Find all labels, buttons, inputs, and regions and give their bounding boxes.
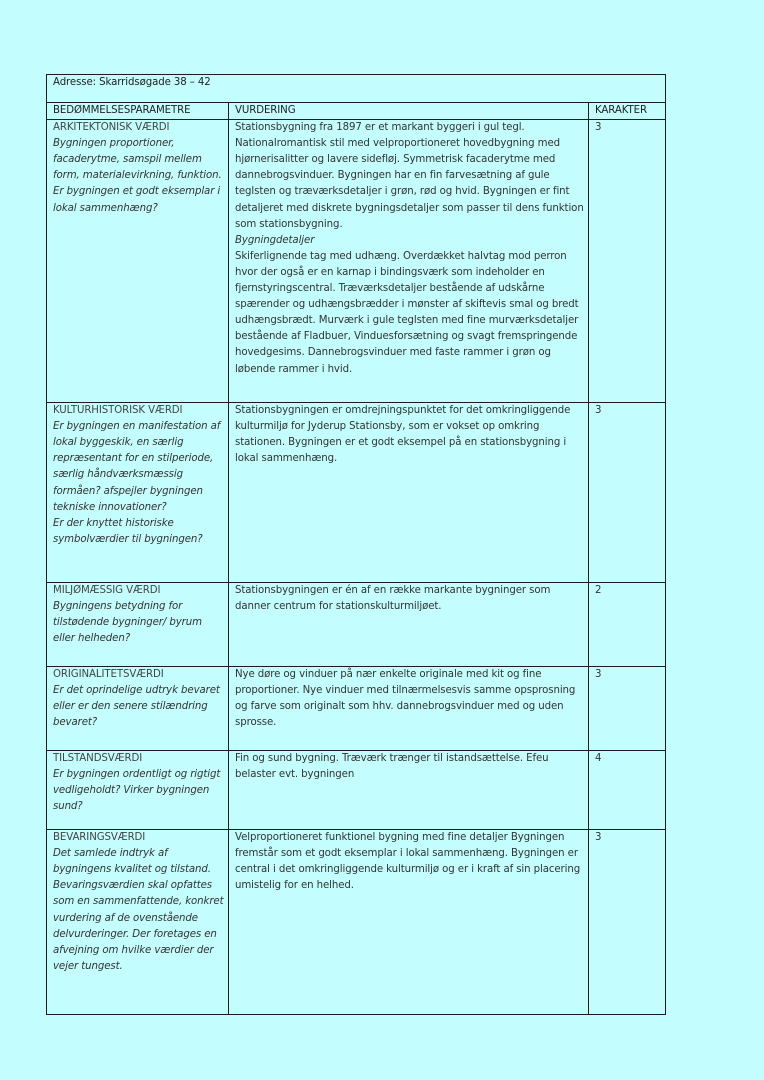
assessment-text: Fin og sund bygning. Træværk trænger til istandsættelse. Efeu belaster evt. bygningen (235, 753, 549, 781)
table-row (47, 120, 666, 403)
grade-cell: 2 (589, 583, 666, 667)
param-cell (47, 403, 229, 583)
table-row (47, 403, 666, 583)
param-cell (47, 751, 229, 830)
address-row (47, 75, 666, 103)
assessment-cell (229, 830, 589, 1015)
assessment-text: Stationsbygningen er omdrejningspunktet for det omkringliggende kulturmiljø for Jyderup Stationsby, som er vokset op omkring stationen. Bygningen er et godt eksempel på en stationsbygning i lokal sammenhæng. (235, 405, 571, 465)
param-cell (47, 120, 229, 403)
grade-cell: 3 (589, 667, 666, 751)
assessment-extra-text: Skiferlignende tag med udhæng. Overdækket halvtag mod perron hvor der også er en karnap i bindingsværk som indeholder en fjernstyringscentral. Træværksdetaljer bestående af udskårne spærender og udhængsbrædder i mønster af skiftevis smal og bredt udhængsbrædt. Murværk i gule teglsten med fine murværksdetaljer bestående af Fladbuer, Vinduesforsætning og svagt fremspringende hovedgesims. Dannebrogsvinduer med faste rammer i grøn og løbende rammer i hvid. (235, 250, 579, 375)
assessment-text: Nye døre og vinduer på nær enkelte originale med kit og fine proportioner. Nye vinduer med tilnærmelsesvis samme opsprosning og farve som originalt som hhv. dannebrogsvinduer med og uden sprosse. (235, 669, 576, 729)
header-grade: KARAKTER (589, 103, 666, 120)
header-row (47, 103, 666, 120)
table-row (47, 583, 666, 667)
assessment-text: Stationsbygning fra 1897 er et markant byggeri i gul tegl. Nationalromantisk stil med velproportioneret hovedbygning med hjørnerisalitter og lavere sidefløj. Symmetrisk facaderytme med dannebrogsvinduer. Bygningen har en fin farvesætning af gule teglsten og træværksdetaljer i grøn, rød og hvid. Bygningen er fint detaljeret med diskrete bygningsdetaljer som passer til dens funktion som stationsbygning. (235, 122, 584, 230)
param-name: ARKITEKTONISK VÆRDI (53, 122, 170, 134)
assessment-cell (229, 583, 589, 667)
param-name: BEVARINGSVÆRDI (53, 832, 146, 844)
assessment-cell (229, 751, 589, 830)
header-assessment: VURDERING (229, 103, 589, 120)
assessment-cell (229, 403, 589, 583)
param-description: Bygningens betydning for tilstødende bygninger/ byrum eller helheden? (53, 601, 202, 645)
param-description: Er bygningen en manifestation af lokal byggeskik, en særlig repræsentant for en stilperiode, særlig håndværksmæssig formåen? afspejler bygningen tekniske innovationer? Er der knyttet historiske symbolværdier til bygningen? (53, 421, 221, 545)
assessment-subheading: Bygningdetaljer (235, 234, 315, 246)
param-description: Bygningen proportioner, facaderytme, samspil mellem form, materialevirkning, funktion. Er bygningen et godt eksemplar i lokal sammenhæng? (53, 138, 222, 214)
grade-cell: 3 (589, 403, 666, 583)
address-cell: Adresse: Skarridsøgade 38 – 42 (47, 75, 666, 103)
grade-cell: 3 (589, 830, 666, 1015)
param-cell (47, 583, 229, 667)
grade-cell: 4 (589, 751, 666, 830)
assessment-text: Velproportioneret funktionel bygning med fine detaljer Bygningen fremstår som et godt eksemplar i lokal sammenhæng. Bygningen er central i det omkringliggende kulturmiljø og er i kraft af sin placering umistelig for en helhed. (235, 832, 581, 892)
param-name: TILSTANDSVÆRDI (53, 753, 143, 765)
param-cell (47, 667, 229, 751)
table-row (47, 830, 666, 1015)
table-row (47, 667, 666, 751)
table-row (47, 751, 666, 830)
header-param: BEDØMMELSESPARAMETRE (47, 103, 229, 120)
param-description: Er bygningen ordentligt og rigtigt vedligeholdt? Virker bygningen sund? (53, 769, 221, 813)
assessment-text: Stationsbygningen er én af en række markante bygninger som danner centrum for stationskulturmiljøet. (235, 585, 551, 613)
param-description: Det samlede indtryk af bygningens kvalitet og tilstand. Bevaringsværdien skal opfattes som en sammenfattende, konkret vurdering af de ovenstående delvurderinger. Der foretages en afvejning om hvilke værdier der vejer tungest. (53, 848, 224, 972)
assessment-cell (229, 667, 589, 751)
param-name: ORIGINALITETSVÆRDI (53, 669, 164, 681)
param-description: Er det oprindelige udtryk bevaret eller er den senere stilændring bevaret? (53, 685, 220, 729)
param-cell (47, 830, 229, 1015)
param-name: KULTURHISTORISK VÆRDI (53, 405, 183, 417)
grade-cell: 3 (589, 120, 666, 403)
assessment-cell (229, 120, 589, 403)
param-name: MILJØMÆSSIG VÆRDI (53, 585, 161, 597)
assessment-table (46, 74, 666, 1015)
